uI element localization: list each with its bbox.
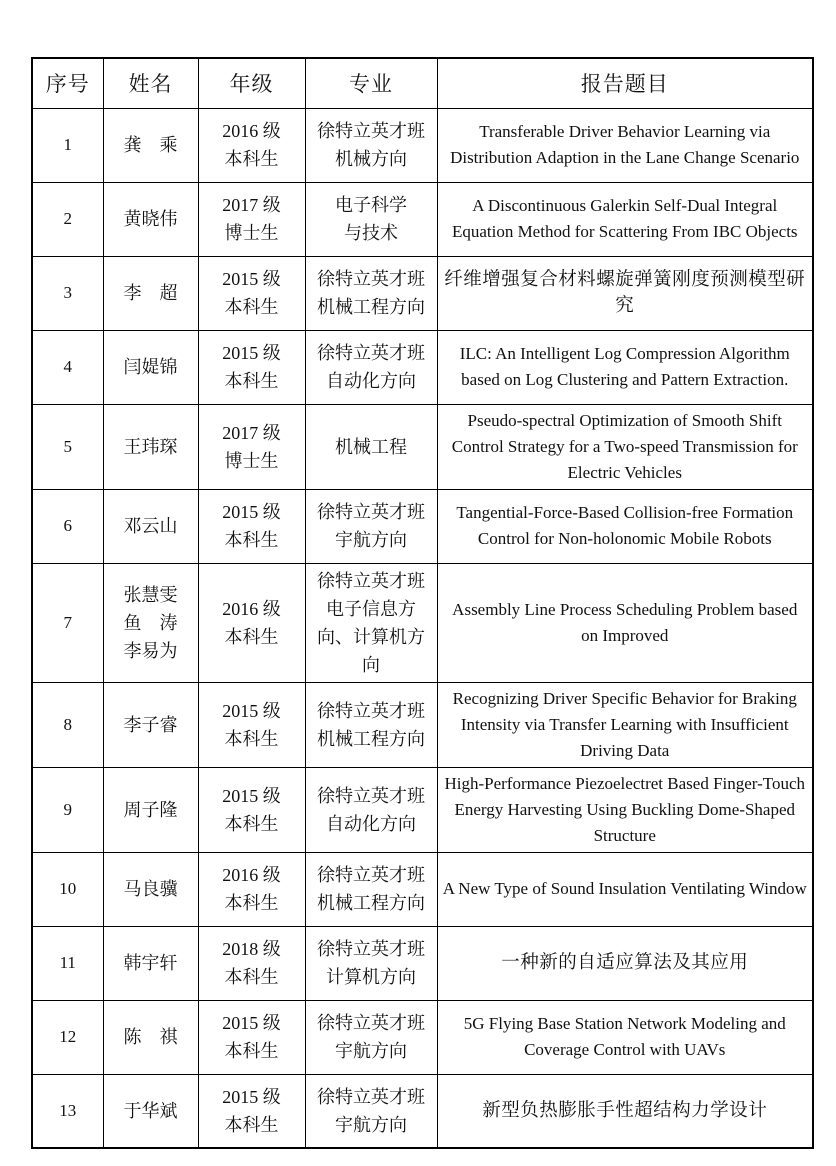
cell-name: 李子睿 [103,682,198,767]
cell-grade: 2016 级 本科生 [198,563,305,682]
cell-major: 电子科学 与技术 [305,182,437,256]
cell-no: 8 [32,682,103,767]
table-row [32,489,813,563]
cell-grade: 2017 级 博士生 [198,182,305,256]
cell-major: 徐特立英才班 宇航方向 [305,1000,437,1074]
cell-major: 徐特立英才班 电子信息方 向、计算机方 向 [305,563,437,682]
cell-name: 张慧雯 鱼 涛 李易为 [103,563,198,682]
table-row [32,182,813,256]
cell-name: 闫媞锦 [103,330,198,404]
cell-name: 龚 乘 [103,108,198,182]
cell-no: 3 [32,256,103,330]
table-row [32,1000,813,1074]
table-row [32,682,813,767]
cell-major: 徐特立英才班 宇航方向 [305,1074,437,1148]
cell-title: 一种新的自适应算法及其应用 [437,926,813,1000]
table-row [32,108,813,182]
cell-major: 徐特立英才班 自动化方向 [305,330,437,404]
table-row [32,256,813,330]
cell-name: 黄晓伟 [103,182,198,256]
table-row [32,767,813,852]
cell-major: 徐特立英才班 宇航方向 [305,489,437,563]
cell-name: 李 超 [103,256,198,330]
cell-no: 12 [32,1000,103,1074]
cell-title: Transferable Driver Behavior Learning via Distribution Adaption in the Lane Change Scenario [437,108,813,182]
cell-title: A Discontinuous Galerkin Self-Dual Integral Equation Method for Scattering From IBC Objects [437,182,813,256]
col-header-no: 序号 [32,58,103,108]
cell-major: 徐特立英才班 机械工程方向 [305,256,437,330]
cell-title: Assembly Line Process Scheduling Problem based on Improved [437,563,813,682]
table-body [32,108,813,1148]
cell-no: 10 [32,852,103,926]
table-row [32,1074,813,1148]
cell-title: Pseudo-spectral Optimization of Smooth Shift Control Strategy for a Two-speed Transmission for Electric Vehicles [437,404,813,489]
cell-grade: 2017 级 博士生 [198,404,305,489]
table-row [32,852,813,926]
cell-no: 9 [32,767,103,852]
col-header-major: 专业 [305,58,437,108]
cell-title: A New Type of Sound Insulation Ventilating Window [437,852,813,926]
cell-title: ILC: An Intelligent Log Compression Algorithm based on Log Clustering and Pattern Extraction. [437,330,813,404]
cell-title: 新型负热膨胀手性超结构力学设计 [437,1074,813,1148]
table-row [32,404,813,489]
table-row [32,330,813,404]
table-row [32,563,813,682]
cell-name: 马良骥 [103,852,198,926]
cell-grade: 2015 级 本科生 [198,682,305,767]
cell-name: 陈 祺 [103,1000,198,1074]
cell-no: 6 [32,489,103,563]
cell-grade: 2015 级 本科生 [198,1074,305,1148]
cell-grade: 2015 级 本科生 [198,1000,305,1074]
cell-major: 徐特立英才班 机械方向 [305,108,437,182]
cell-name: 周子隆 [103,767,198,852]
cell-title: High-Performance Piezoelectret Based Finger-Touch Energy Harvesting Using Buckling Dome-Shaped Structure [437,767,813,852]
cell-grade: 2015 级 本科生 [198,489,305,563]
cell-grade: 2018 级 本科生 [198,926,305,1000]
cell-no: 1 [32,108,103,182]
cell-major: 徐特立英才班 机械工程方向 [305,852,437,926]
cell-major: 徐特立英才班 自动化方向 [305,767,437,852]
cell-grade: 2015 级 本科生 [198,767,305,852]
report-table [31,57,814,1149]
cell-title: Recognizing Driver Specific Behavior for Braking Intensity via Transfer Learning with Insufficient Driving Data [437,682,813,767]
col-header-name: 姓名 [103,58,198,108]
cell-name: 王玮琛 [103,404,198,489]
cell-major: 徐特立英才班 机械工程方向 [305,682,437,767]
cell-major: 机械工程 [305,404,437,489]
cell-title: 5G Flying Base Station Network Modeling and Coverage Control with UAVs [437,1000,813,1074]
cell-name: 邓云山 [103,489,198,563]
cell-no: 4 [32,330,103,404]
cell-grade: 2016 级 本科生 [198,108,305,182]
cell-name: 于华斌 [103,1074,198,1148]
cell-grade: 2015 级 本科生 [198,330,305,404]
cell-name: 韩宇轩 [103,926,198,1000]
cell-no: 5 [32,404,103,489]
cell-title: 纤维增强复合材料螺旋弹簧刚度预测模型研究 [437,256,813,330]
cell-no: 7 [32,563,103,682]
cell-no: 11 [32,926,103,1000]
header-row [32,58,813,108]
table-row [32,926,813,1000]
cell-grade: 2015 级 本科生 [198,256,305,330]
col-header-title: 报告题目 [437,58,813,108]
table-header [32,58,813,108]
cell-no: 13 [32,1074,103,1148]
cell-no: 2 [32,182,103,256]
cell-title: Tangential-Force-Based Collision-free Formation Control for Non-holonomic Mobile Robots [437,489,813,563]
cell-major: 徐特立英才班 计算机方向 [305,926,437,1000]
col-header-grade: 年级 [198,58,305,108]
cell-grade: 2016 级 本科生 [198,852,305,926]
